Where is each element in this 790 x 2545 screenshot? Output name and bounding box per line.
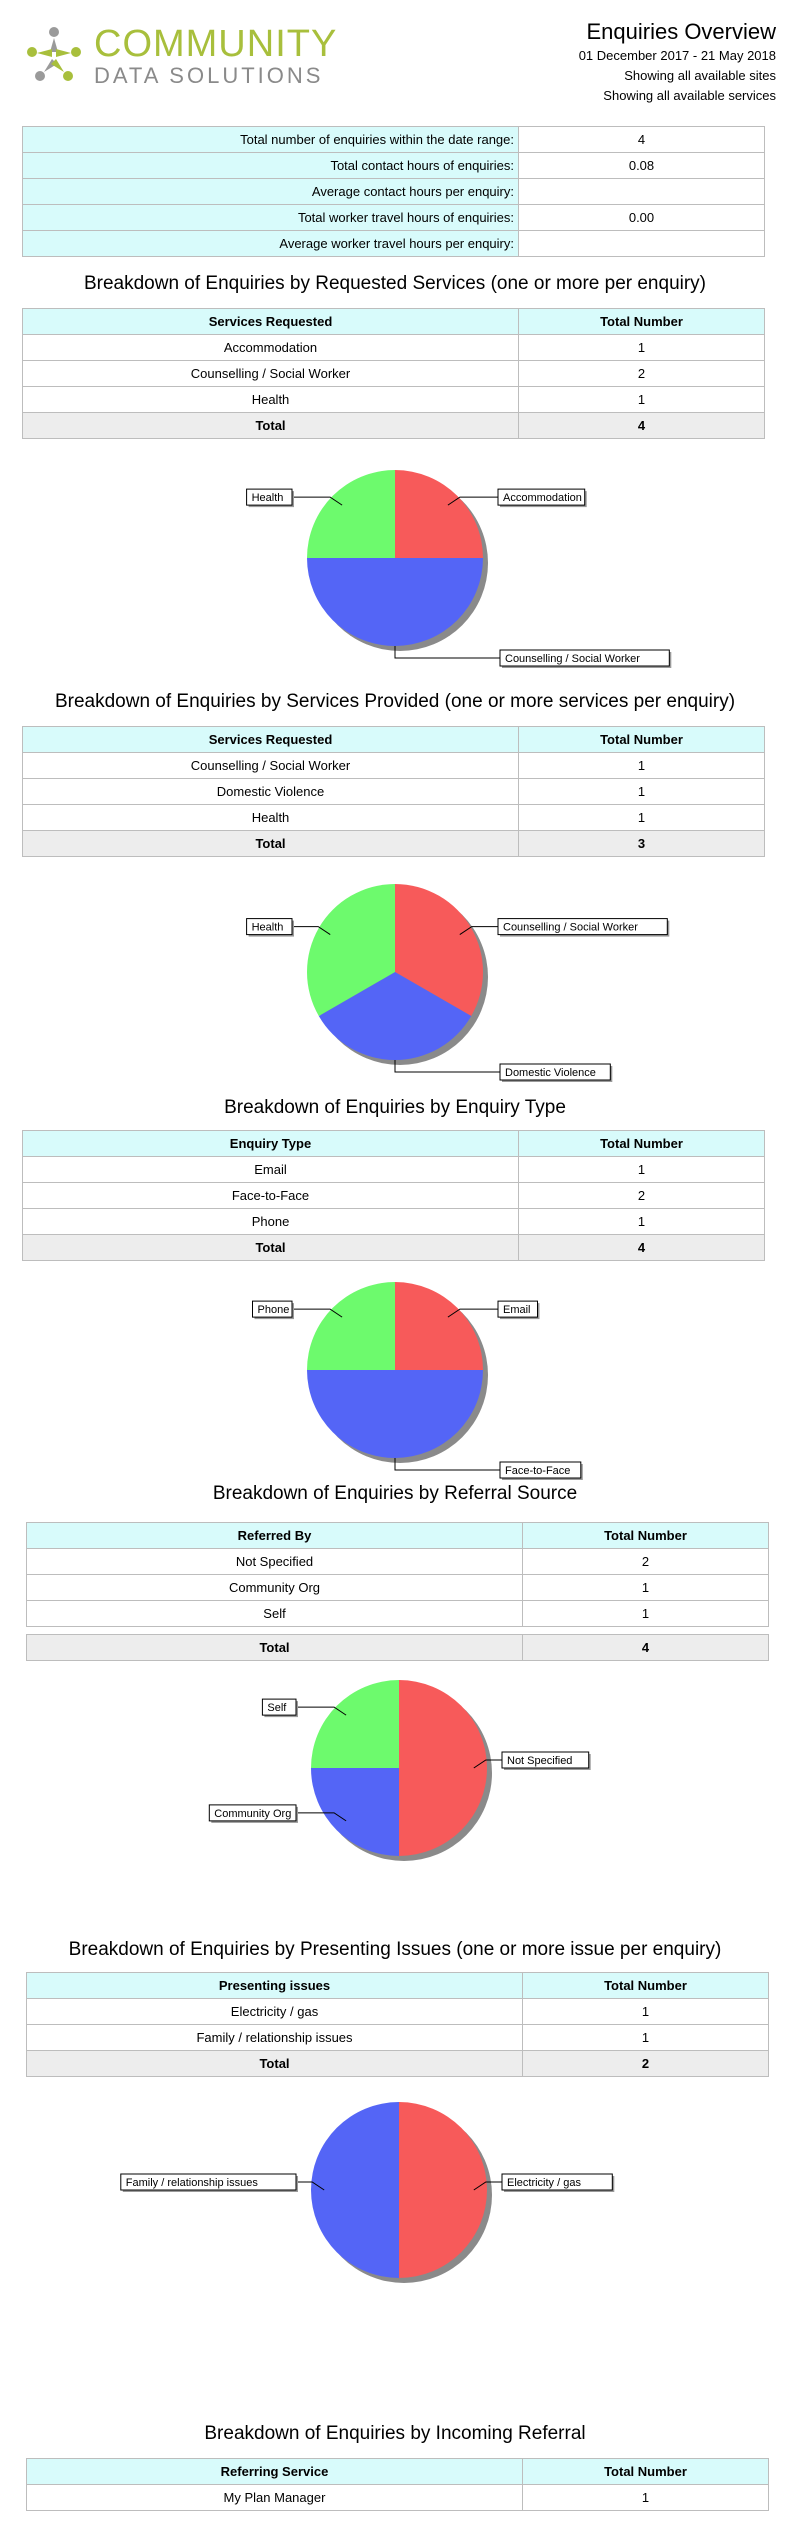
total-row	[23, 413, 765, 439]
row-label: Accommodation	[23, 335, 519, 361]
summary-value: 4	[519, 127, 765, 153]
summary-row	[23, 231, 765, 257]
page-title: Enquiries Overview	[586, 19, 776, 44]
row-value: 1	[523, 1601, 769, 1627]
column-header: Total Number	[523, 2459, 769, 2485]
row-label: Face-to-Face	[23, 1183, 519, 1209]
sites-filter-text: Showing all available sites	[624, 68, 776, 83]
row-value: 1	[519, 335, 765, 361]
pie-slice	[307, 558, 483, 646]
column-header: Enquiry Type	[23, 1131, 519, 1157]
summary-label: Total worker travel hours of enquiries:	[23, 205, 519, 231]
total-value: 2	[523, 2051, 769, 2077]
pie-chart	[0, 2090, 790, 2310]
section-title: Breakdown of Enquiries by Presenting Issues (one or more issue per enquiry)	[68, 1939, 722, 1960]
logo-wordmark-top: COMMUNITY	[94, 23, 338, 65]
total-label: Total	[23, 831, 519, 857]
date-range: 01 December 2017 - 21 May 2018	[578, 48, 776, 63]
pie-slice	[311, 1768, 399, 1856]
summary-label: Average worker travel hours per enquiry:	[23, 231, 519, 257]
row-label: Electricity / gas	[27, 1999, 523, 2025]
table-row	[27, 1575, 769, 1601]
table-row	[23, 1209, 765, 1235]
row-label: Counselling / Social Worker	[23, 753, 519, 779]
breakdown-table	[22, 726, 765, 857]
pie-chart	[0, 458, 790, 678]
table-row	[27, 2025, 769, 2051]
pie-slice-label: Accommodation	[503, 492, 582, 505]
column-header: Total Number	[519, 1131, 765, 1157]
row-value: 1	[519, 387, 765, 413]
pie-slice	[307, 1370, 483, 1458]
column-header: Referring Service	[27, 2459, 523, 2485]
pie-slice	[307, 470, 395, 558]
total-row	[23, 831, 765, 857]
row-label: Community Org	[27, 1575, 523, 1601]
row-label: Health	[23, 387, 519, 413]
pie-slice-label: Counselling / Social Worker	[503, 921, 638, 934]
pie-slice-label: Health	[251, 492, 284, 505]
pie-slice	[311, 1680, 399, 1768]
summary-table	[22, 126, 765, 257]
logo-wordmark-bottom: DATA SOLUTIONS	[94, 63, 324, 88]
summary-label: Average contact hours per enquiry:	[23, 179, 519, 205]
breakdown-table	[26, 2458, 769, 2511]
logo-people-icon	[22, 22, 86, 86]
row-value: 1	[523, 2485, 769, 2511]
breakdown-table	[26, 1972, 769, 2077]
column-header: Services Requested	[23, 727, 519, 753]
summary-label: Total contact hours of enquiries:	[23, 153, 519, 179]
pie-slice-label: Family / relationship issues	[125, 2177, 258, 2189]
section-title: Breakdown of Enquiries by Referral Source	[212, 1483, 578, 1504]
pie-slice-label: Counselling / Social Worker	[505, 653, 640, 665]
pie-slice	[395, 1282, 483, 1370]
row-label: Phone	[23, 1209, 519, 1235]
row-label: Family / relationship issues	[27, 2025, 523, 2051]
row-label: Health	[23, 805, 519, 831]
row-label: Counselling / Social Worker	[23, 361, 519, 387]
summary-value	[519, 179, 765, 205]
breakdown-table	[22, 1130, 765, 1261]
table-row	[23, 805, 765, 831]
row-label: Not Specified	[27, 1549, 523, 1575]
column-header: Referred By	[27, 1523, 523, 1549]
section-title: Breakdown of Enquiries by Services Provided (one or more services per enquiry)	[54, 691, 736, 712]
total-label: Total	[23, 1235, 519, 1261]
report-header	[416, 18, 776, 106]
row-value: 2	[519, 1183, 765, 1209]
table-row	[23, 387, 765, 413]
column-header: Total Number	[519, 309, 765, 335]
table-row	[23, 1183, 765, 1209]
pie-slice	[307, 1282, 395, 1370]
total-value: 3	[519, 831, 765, 857]
summary-row	[23, 127, 765, 153]
breakdown-table	[22, 308, 765, 439]
row-value: 1	[519, 779, 765, 805]
pie-slice	[395, 470, 483, 558]
company-logo	[22, 22, 338, 88]
total-row	[27, 2051, 769, 2077]
row-value: 1	[519, 1157, 765, 1183]
total-label: Total	[27, 2051, 523, 2077]
pie-slice-label: Community Org	[214, 1807, 292, 1820]
total-row	[27, 1635, 769, 1661]
pie-slice-label: Health	[251, 921, 284, 934]
total-value: 4	[523, 1635, 769, 1661]
row-label: Self	[27, 1601, 523, 1627]
pie-slice-label: Email	[503, 1304, 531, 1317]
summary-label: Total number of enquiries within the date range:	[23, 127, 519, 153]
column-header: Total Number	[519, 727, 765, 753]
column-header: Presenting issues	[27, 1973, 523, 1999]
row-label: Domestic Violence	[23, 779, 519, 805]
summary-value: 0.08	[519, 153, 765, 179]
row-value: 1	[523, 2025, 769, 2051]
column-header: Total Number	[523, 1973, 769, 1999]
pie-slice-label: Electricity / gas	[507, 2177, 581, 2189]
row-value: 1	[523, 1575, 769, 1601]
section-title: Breakdown of Enquiries by Enquiry Type	[224, 1097, 566, 1118]
row-value: 1	[523, 1999, 769, 2025]
column-header: Services Requested	[23, 309, 519, 335]
pie-slice-label: Self	[267, 1702, 287, 1715]
section-title: Breakdown of Enquiries by Requested Services (one or more per enquiry)	[83, 273, 707, 294]
column-header: Total Number	[523, 1523, 769, 1549]
table-row	[23, 335, 765, 361]
table-row	[23, 753, 765, 779]
table-row	[23, 779, 765, 805]
total-value: 4	[519, 1235, 765, 1261]
summary-value	[519, 231, 765, 257]
row-value: 1	[519, 805, 765, 831]
table-row	[27, 1601, 769, 1627]
row-value: 1	[519, 753, 765, 779]
section-title: Breakdown of Enquiries by Incoming Referral	[204, 2423, 586, 2444]
table-row	[23, 361, 765, 387]
pie-slice-label: Domestic Violence	[505, 1067, 596, 1079]
summary-row	[23, 205, 765, 231]
row-value: 1	[519, 1209, 765, 1235]
pie-chart	[0, 872, 790, 1092]
pie-slice-label: Phone	[257, 1304, 290, 1317]
table-row	[27, 1549, 769, 1575]
summary-value: 0.00	[519, 205, 765, 231]
summary-row	[23, 179, 765, 205]
pie-slice-label: Face-to-Face	[505, 1465, 571, 1477]
breakdown-table	[26, 1522, 769, 1627]
row-label: Email	[23, 1157, 519, 1183]
summary-row	[23, 153, 765, 179]
table-row	[27, 2485, 769, 2511]
table-row	[23, 1157, 765, 1183]
services-filter-text: Showing all available services	[603, 88, 776, 103]
table-row	[27, 1999, 769, 2025]
pie-chart	[0, 1270, 790, 1490]
total-label: Total	[23, 413, 519, 439]
row-value: 2	[519, 361, 765, 387]
total-value: 4	[519, 413, 765, 439]
pie-slice-label: Not Specified	[507, 1755, 573, 1767]
total-row	[23, 1235, 765, 1261]
total-table	[26, 1634, 769, 1661]
pie-chart	[0, 1668, 790, 1888]
row-value: 2	[523, 1549, 769, 1575]
total-label: Total	[27, 1635, 523, 1661]
row-label: My Plan Manager	[27, 2485, 523, 2511]
